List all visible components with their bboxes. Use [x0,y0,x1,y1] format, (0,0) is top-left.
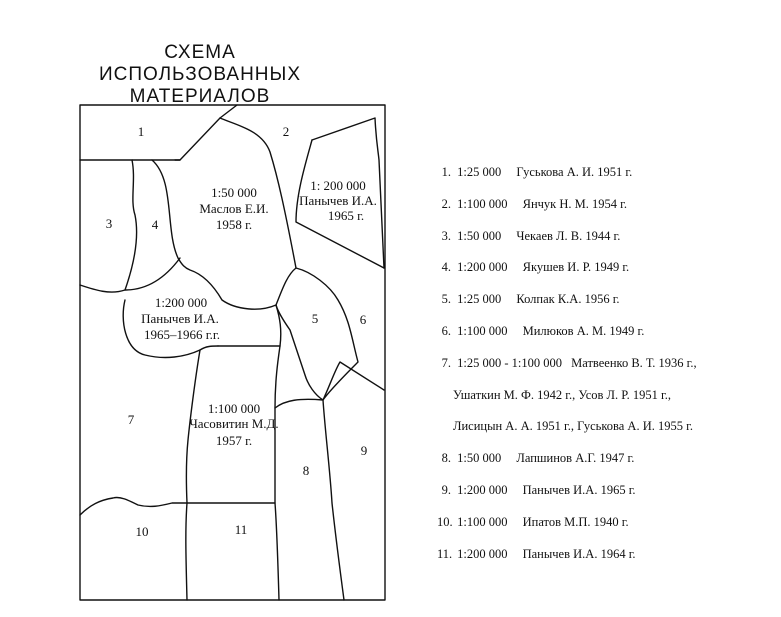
region-label-10: 10 [135,524,149,539]
legend-author: Панычев И.А. 1964 г. [522,546,636,561]
maslov-name: Маслов Е.И. [199,201,269,216]
legend-item-1 [437,162,767,194]
region-label-4: 4 [151,217,159,232]
legend-scale: 1:100 000 [457,196,508,211]
panychev-1966-scale: 1:200 000 [154,295,208,310]
legend-scale: 1:25 000 [457,292,502,307]
legend-author: Ипатов М.П. 1940 г. [522,514,629,529]
boundary-10-11 [186,503,187,600]
legend-scale: 1:200 000 [457,260,508,275]
legend-item-9 [437,480,767,512]
legend-num: 9. [441,482,451,497]
boundary-10 [80,497,187,515]
legend-num: 1. [441,165,451,179]
maslov-year: 1958 г. [215,217,253,232]
maslov-scale: 1:50 000 [211,185,257,200]
boundary-8-9 [275,399,344,600]
region-label-2: 2 [282,124,290,139]
legend-item-6 [437,321,767,353]
legend-author-continuation: Ушаткин М. Ф. 1942 г., Усов Л. Р. 1951 г., [453,387,671,402]
chasovitin-year: 1957 г. [215,433,253,448]
legend-author: Гуськова А. И. 1951 г. [516,165,633,179]
chasovitin-name: Часовитин М.Д. [189,416,279,431]
panychev-1965-name: Панычев И.А. [299,193,377,208]
legend-item-3 [437,226,767,258]
boundary-6-9 [323,362,384,400]
region-label-11: 11 [234,522,248,537]
legend-author: Панычев И.А. 1965 г. [522,482,636,497]
region-label-9: 9 [360,443,368,458]
legend-num: 2. [441,196,451,211]
boundary-maslov [152,160,296,309]
legend-item-5 [437,289,767,321]
legend-author: Колпак К.А. 1956 г. [516,292,620,307]
legend-author: Янчук Н. М. 1954 г. [522,196,627,211]
legend-author: Чекаев Л. В. 1944 г. [516,228,621,243]
legend-num: 5. [441,292,451,307]
map-annotation-chasovitin [189,401,278,448]
legend-scale: 1:50 000 [457,228,502,243]
legend-item-2 [437,194,767,226]
legend-num: 10. [437,514,453,529]
region-label-7: 7 [127,412,135,427]
legend-num: 4. [441,260,451,275]
boundary-chasovitin-top [218,305,281,346]
legend-author: Матвеенко В. Т. 1936 г., [571,355,697,370]
legend-num: 11. [437,546,453,561]
map-annotation-maslov [199,185,268,232]
panychev-1966-name: Панычев И.А. [141,311,219,326]
legend-num: 7. [441,355,451,370]
region-label-3: 3 [105,216,113,231]
legend-author: Милюков А. М. 1949 г. [522,323,645,338]
legend-num: 3. [441,228,451,243]
legend-author: Якушев И. Р. 1949 г. [522,260,630,275]
panychev-1965-scale: 1: 200 000 [310,178,366,193]
map-legend [437,162,767,575]
legend-item-7-cont2 [437,416,767,448]
boundary-11-8 [275,503,279,600]
legend-item-10 [437,512,767,544]
legend-scale: 1:100 000 [457,514,508,529]
region-label-5: 5 [311,311,319,326]
region-label-1: 1 [137,124,145,139]
legend-scale: 1:25 000 - 1:100 000 [457,355,562,370]
legend-item-7-cont1 [437,385,767,417]
legend-item-4 [437,257,767,289]
map-annotation-panychev-1965 [299,178,377,223]
panychev-1966-year: 1965–1966 г.г. [144,327,220,342]
legend-scale: 1:200 000 [457,482,508,497]
legend-author-continuation: Лисицын А. А. 1951 г., Гуськова А. И. 1955 г. [453,419,693,434]
legend-scale: 1:50 000 [457,451,502,466]
legend-num: 6. [441,323,451,338]
legend-item-11 [437,544,767,576]
region-label-6: 6 [359,312,367,327]
boundary-5 [276,268,358,400]
region-label-8: 8 [302,463,310,478]
legend-scale: 1:200 000 [457,546,508,561]
map-title-line1: СХЕМА [164,42,236,63]
legend-item-8 [437,448,767,480]
map-title-line2: ИСПОЛЬЗОВАННЫХ МАТЕРИАЛОВ [98,64,301,107]
map-annotation-panychev-1965-1966 [141,295,220,342]
legend-scale: 1:25 000 [457,165,502,179]
boundary-1-2 [80,105,237,160]
legend-author: Лапшинов А.Г. 1947 г. [516,451,635,466]
chasovitin-scale: 1:100 000 [207,401,261,416]
legend-num: 8. [441,451,451,466]
legend-item-7 [437,353,767,385]
panychev-1965-year: 1965 г. [327,208,365,223]
legend-scale: 1:100 000 [457,323,508,338]
